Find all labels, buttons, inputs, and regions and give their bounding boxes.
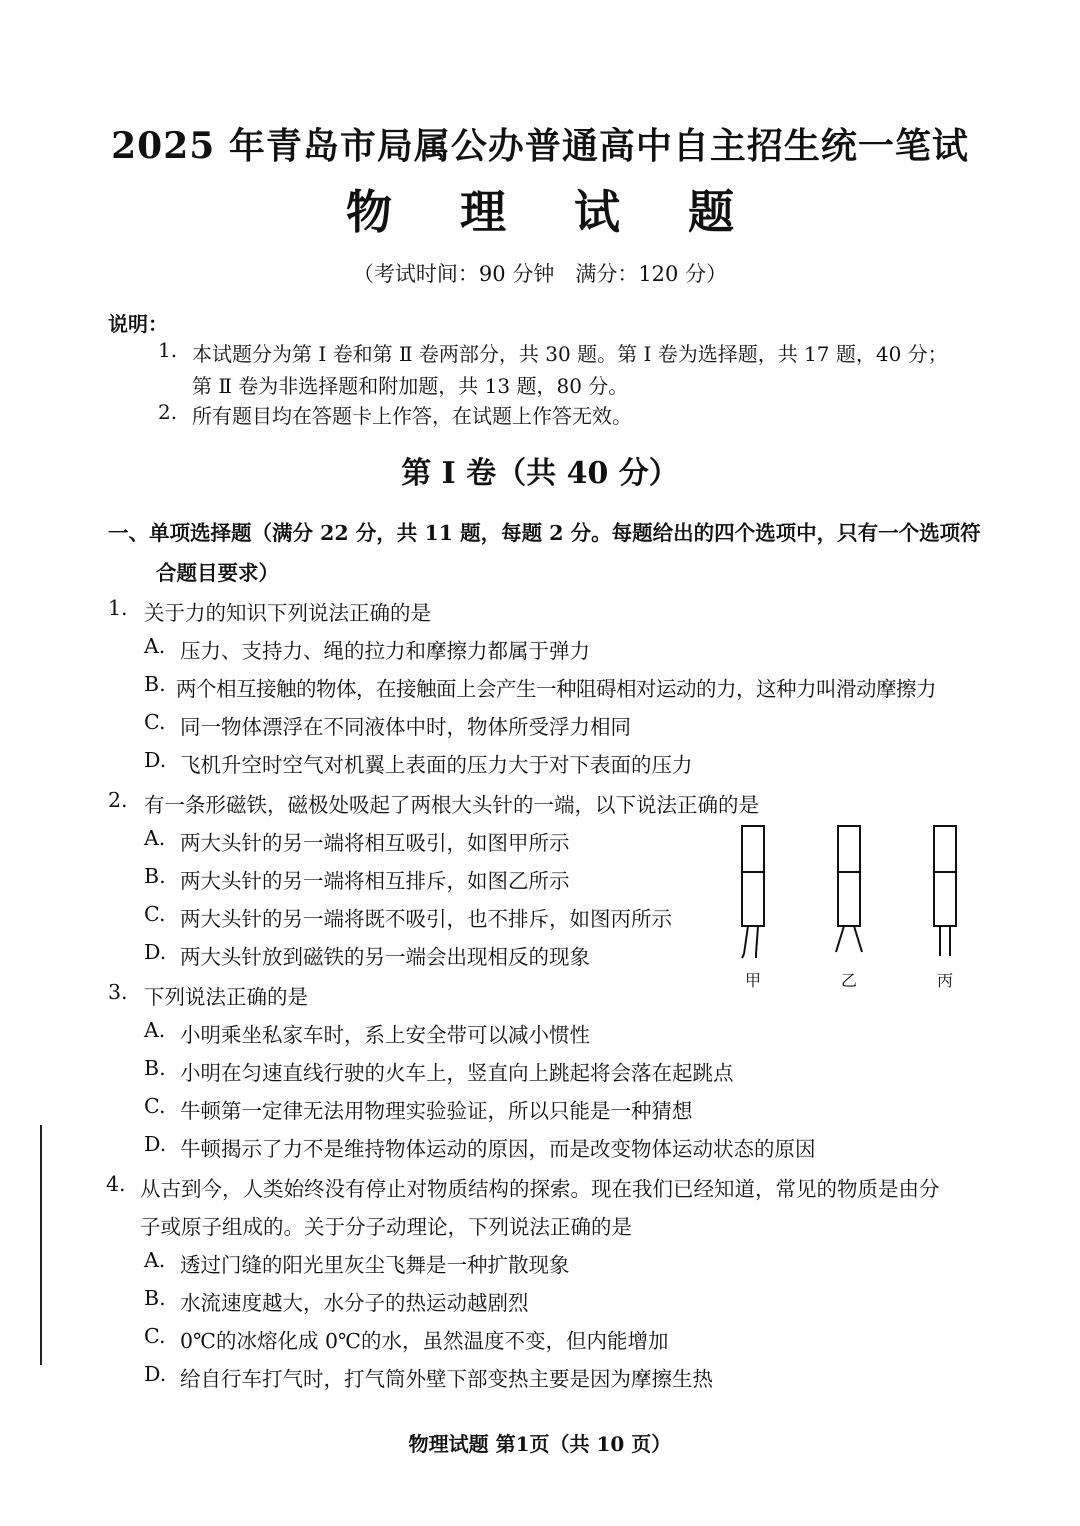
question-4-option-b-letter: B. <box>144 1286 166 1310</box>
figure-label-yi: 乙 <box>840 971 857 990</box>
question-1-option-a-letter: A. <box>144 634 166 658</box>
subject-title: 物 理 试 题 <box>345 185 761 239</box>
magnet-pins-figure <box>730 820 970 1000</box>
exam-time-info: （考试时间：90 分钟 满分：120 分） <box>352 262 728 286</box>
question-1-option-d-letter: D. <box>144 748 167 772</box>
instruction-1-line-1: 本试题分为第 Ⅰ 卷和第 Ⅱ 卷两部分，共 30 题。第 Ⅰ 卷为选择题，共 17 题，40 分； <box>192 342 948 366</box>
question-2-option-c-letter: C. <box>144 902 166 926</box>
question-3-option-d-letter: D. <box>144 1132 167 1156</box>
question-2-option-b: 两大头针的另一端将相互排斥，如图乙所示 <box>180 869 570 893</box>
question-2-stem: 有一条形磁铁，磁极处吸起了两根大头针的一端，以下说法正确的是 <box>144 793 759 817</box>
question-3-option-c: 牛顿第一定律无法用物理实验验证，所以只能是一种猜想 <box>180 1099 693 1123</box>
question-2-option-d-letter: D. <box>144 940 167 964</box>
question-4-option-b: 水流速度越大，水分子的热运动越剧烈 <box>180 1291 529 1315</box>
question-1-option-d: 飞机升空时空气对机翼上表面的压力大于对下表面的压力 <box>180 753 693 777</box>
figure-label-jia: 甲 <box>744 971 761 990</box>
question-2-option-b-letter: B. <box>144 864 166 888</box>
section1-heading-line-1: 一、单项选择题（满分 22 分，共 11 题，每题 2 分。每题给出的四个选项中，只有一个选项符 <box>108 521 981 545</box>
figure-jia-magnet <box>742 826 764 958</box>
section1-heading-line-2: 合题目要求） <box>156 561 279 585</box>
question-2-number: 2. <box>108 788 128 812</box>
question-4-option-d-letter: D. <box>144 1362 167 1386</box>
question-4-stem-line-1: 从古到今，人类始终没有停止对物质结构的探索。现在我们已经知道，常见的物质是由分 <box>140 1177 940 1201</box>
figure-bing-magnet <box>934 826 956 956</box>
instruction-1-line-2: 第 Ⅱ 卷为非选择题和附加题，共 13 题，80 分。 <box>192 374 629 398</box>
question-1-option-c-letter: C. <box>144 710 166 734</box>
question-4-stem-line-2: 子或原子组成的。关于分子动理论，下列说法正确的是 <box>140 1215 632 1239</box>
question-3-option-c-letter: C. <box>144 1094 166 1118</box>
question-2-option-a: 两大头针的另一端将相互吸引，如图甲所示 <box>180 831 570 855</box>
question-2-option-a-letter: A. <box>144 826 166 850</box>
question-4-option-c: 0℃的冰熔化成 0℃的水，虽然温度不变，但内能增加 <box>180 1329 669 1353</box>
instruction-2-line-1: 所有题目均在答题卡上作答，在试题上作答无效。 <box>192 404 632 428</box>
question-4-number: 4. <box>106 1172 126 1196</box>
question-4-option-a: 透过门缝的阳光里灰尘飞舞是一种扩散现象 <box>180 1253 570 1277</box>
exam-title: 2025 年青岛市局属公办普通高中自主招生统一笔试 <box>111 125 969 167</box>
question-1-stem: 关于力的知识下列说法正确的是 <box>144 601 431 625</box>
question-1-option-b-letter: B. <box>144 672 166 696</box>
question-4-option-c-letter: C. <box>144 1324 166 1348</box>
question-1-option-c: 同一物体漂浮在不同液体中时，物体所受浮力相同 <box>180 715 631 739</box>
figure-yi-magnet <box>836 826 862 952</box>
question-3-number: 3. <box>108 980 128 1004</box>
instruction-2-number: 2. <box>158 400 178 424</box>
question-2-option-c: 两大头针的另一端将既不吸引，也不排斥，如图丙所示 <box>180 907 672 931</box>
question-3-option-a-letter: A. <box>144 1018 166 1042</box>
question-1-number: 1. <box>108 596 128 620</box>
question-1-option-b: 两个相互接触的物体，在接触面上会产生一种阻碍相对运动的力，这种力叫滑动摩擦力 <box>176 677 936 701</box>
part1-heading: 第 Ⅰ 卷（共 40 分） <box>401 456 679 491</box>
question-3-option-b: 小明在匀速直线行驶的火车上，竖直向上跳起将会落在起跳点 <box>180 1061 734 1085</box>
question-3-option-b-letter: B. <box>144 1056 166 1080</box>
margin-line <box>40 1125 42 1365</box>
question-3-option-d: 牛顿揭示了力不是维持物体运动的原因，而是改变物体运动状态的原因 <box>180 1137 816 1161</box>
figure-label-bing: 丙 <box>936 971 953 990</box>
question-3-stem: 下列说法正确的是 <box>144 985 308 1009</box>
page-footer: 物理试题 第1页（共 10 页） <box>408 1432 672 1456</box>
question-1-option-a: 压力、支持力、绳的拉力和摩擦力都属于弹力 <box>180 639 590 663</box>
question-2-option-d: 两大头针放到磁铁的另一端会出现相反的现象 <box>180 945 590 969</box>
question-4-option-a-letter: A. <box>144 1248 166 1272</box>
instructions-heading: 说明： <box>108 312 168 336</box>
instruction-1-number: 1. <box>158 338 178 362</box>
question-3-option-a: 小明乘坐私家车时，系上安全带可以减小惯性 <box>180 1023 590 1047</box>
question-4-option-d: 给自行车打气时，打气筒外壁下部变热主要是因为摩擦生热 <box>180 1367 713 1391</box>
